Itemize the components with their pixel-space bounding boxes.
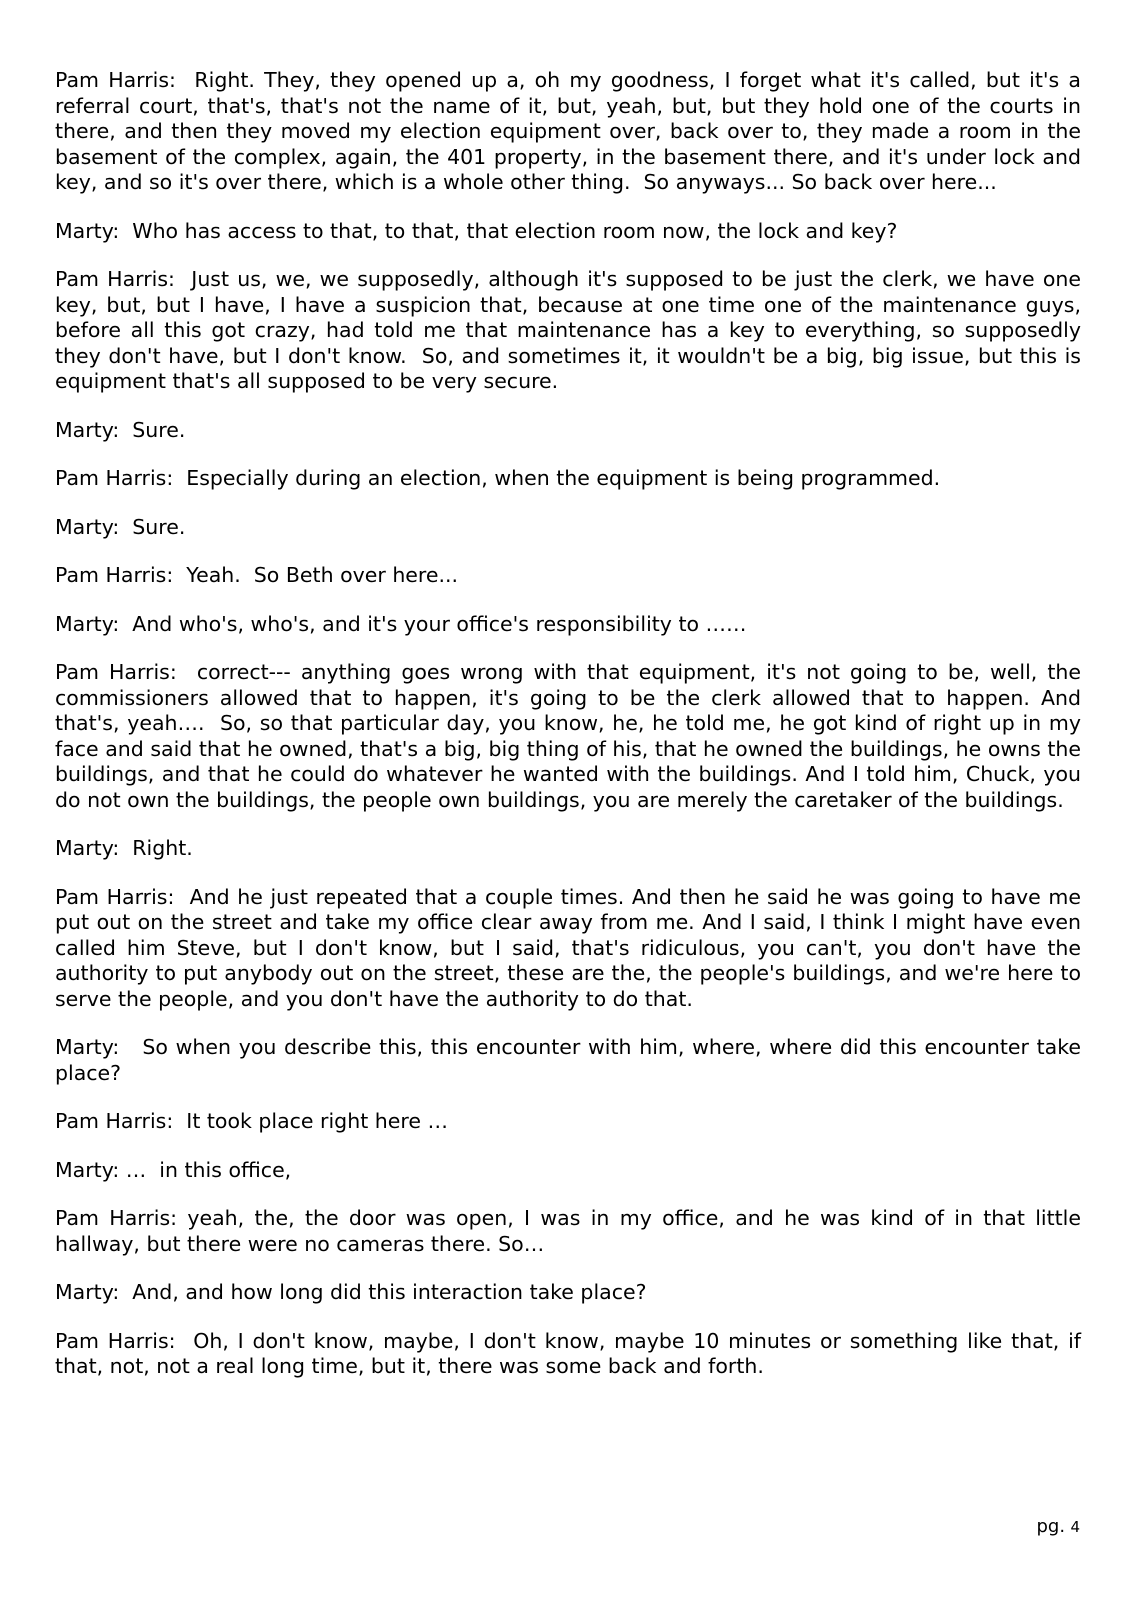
transcript-paragraph: Pam Harris: Right. They, they opened up a, oh my goodness, I forget what it's called, but it's a referral court, that's, that's not the name of it, but, yeah, but, but they hold one of the courts in there, and then they moved my election equipment over, back over to, they made a room in the basement of the complex, again, the 401 property, in the basement there, and it's under lock and key, and so it's over there, which is a whole other thing. So anyways... So back over here... <box>55 68 1088 194</box>
transcript-paragraph: Pam Harris: And he just repeated that a couple times. And then he said he was going to have me put out on the street and take my office clear away from me. And I said, I think I might have even called him Steve, but I don't know, but I said, that's ridiculous, you can't, you don't have the authority to put anybody out on the street, these are the, the people's buildings, and we're here to serve the people, and you don't have the authority to do that. <box>55 884 1088 1011</box>
transcript-paragraph: Marty: … in this office, <box>55 1157 292 1182</box>
transcript-paragraph: Marty: Sure. <box>55 514 186 539</box>
transcript-paragraph: Marty: Right. <box>55 836 193 860</box>
transcript-paragraph: Pam Harris: Just us, we, we supposedly, although it's supposed to be just the clerk, we have one key, but, but I have, I have a suspicion that, because at one time one of the maintenance guys, before all this got crazy, had told me that maintenance has a key to everything, so supposedly they don't have, but I don't know. So, and sometimes it, it wouldn't be a big, big issue, but this is equipment that's all supposed to be very secure. <box>55 267 1088 393</box>
transcript-paragraph: Pam Harris: Especially during an election, when the equipment is being programmed. <box>55 466 941 490</box>
page-number-label: pg. <box>1036 1516 1066 1537</box>
page-number-value: 4 <box>1070 1518 1080 1536</box>
transcript-paragraph: Pam Harris: yeah, the, the door was open, I was in my office, and he was kind of in that little hallway, but there were no cameras there. So… <box>55 1206 1088 1256</box>
transcript-paragraph: Marty: Who has access to that, to that, that election room now, the lock and key? <box>55 218 898 243</box>
transcript-body <box>55 68 1088 1403</box>
transcript-paragraph: Pam Harris: Oh, I don't know, maybe, I don't know, maybe 10 minutes or something like that, if that, not, not a real long time, but it, there was some back and forth. <box>55 1328 1088 1378</box>
transcript-paragraph: Marty: So when you describe this, this encounter with him, where, where did this encounter take place? <box>55 1035 1088 1085</box>
transcript-paragraph: Pam Harris: It took place right here … <box>55 1109 448 1133</box>
transcript-paragraph: Marty: Sure. <box>55 417 186 442</box>
transcript-paragraph: Pam Harris: Yeah. So Beth over here... <box>55 563 459 587</box>
page-number <box>1036 1516 1080 1538</box>
transcript-paragraph: Marty: And who's, who's, and it's your office's responsibility to …… <box>55 611 747 636</box>
transcript-paragraph: Marty: And, and how long did this interaction take place? <box>55 1280 647 1304</box>
transcript-paragraph: Pam Harris: correct--- anything goes wrong with that equipment, it's not going to be, well, the commissioners allowed that to happen, it's going to be the clerk allowed that to happen. And that's, yeah…. So, so that particular day, you know, he, he told me, he got kind of right up in my face and said that he owned, that's a big, big thing of his, that he owned the buildings, he owns the buildings, and that he could do whatever he wanted with the buildings. And I told him, Chuck, you do not own the buildings, the people own buildings, you are merely the caretaker of the buildings. <box>55 660 1088 812</box>
